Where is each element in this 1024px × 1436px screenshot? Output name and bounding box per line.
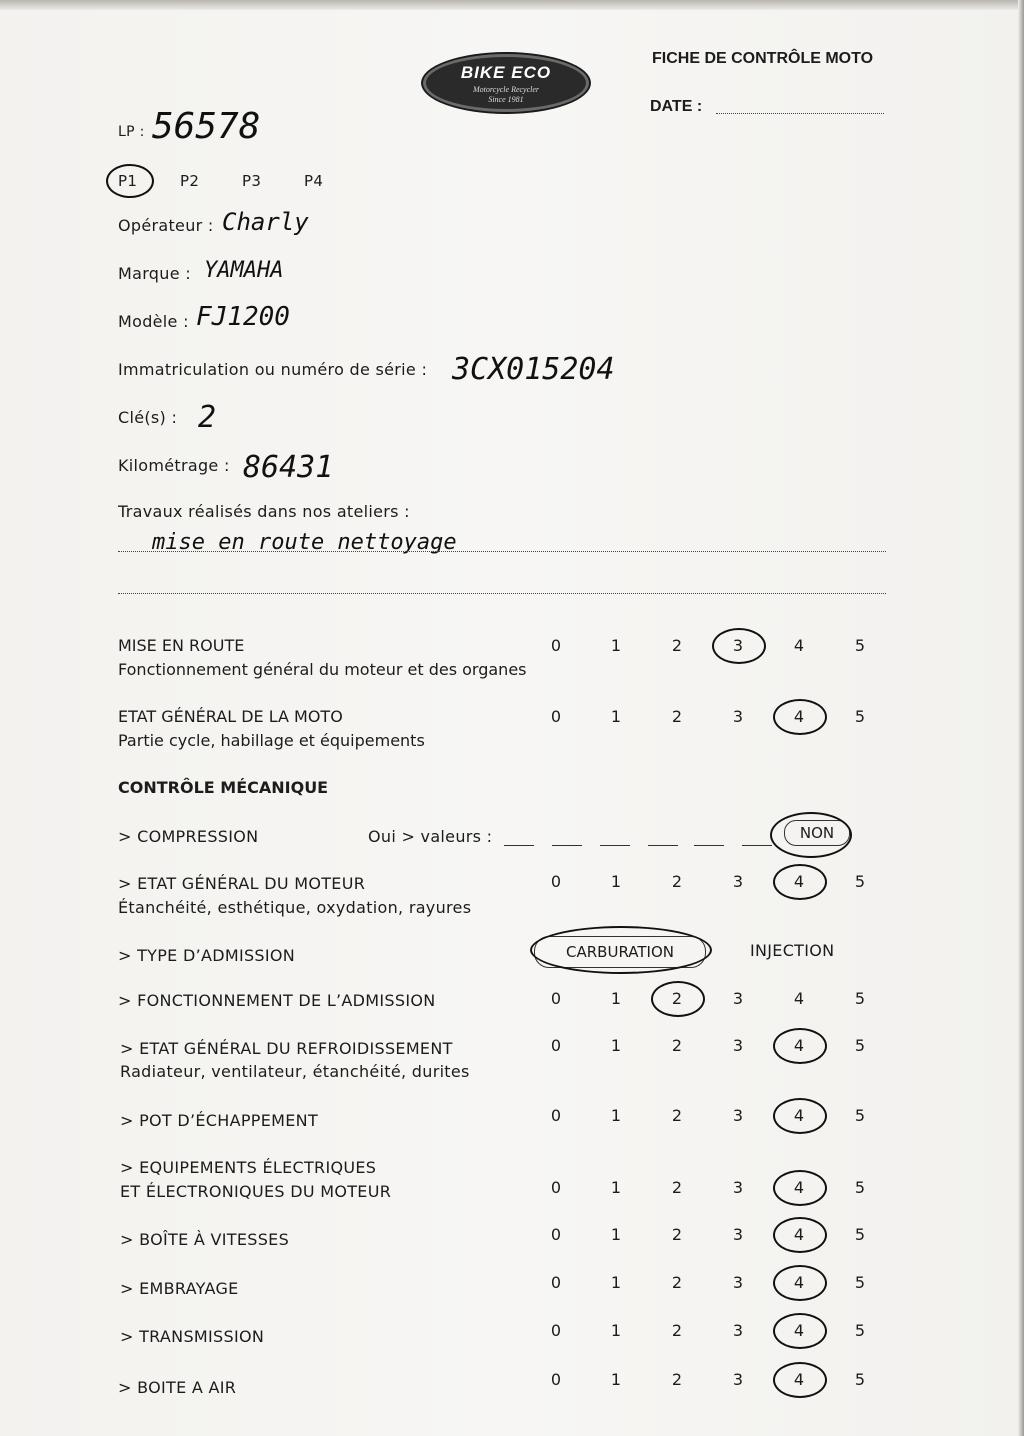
bike-eco-logo	[423, 54, 589, 112]
scale-exhaust-1[interactable]: 1	[610, 1106, 622, 1125]
cooling-subtitle: Radiateur, ventilateur, étanchéité, durites	[120, 1062, 470, 1081]
operator-label: Opérateur :	[118, 216, 214, 235]
scale-intake-function-0[interactable]: 0	[550, 989, 562, 1008]
rating-row-etat-general	[0, 707, 1024, 767]
scale-cooling-3[interactable]: 3	[732, 1036, 744, 1055]
registration-value[interactable]: 3CX015204	[452, 352, 615, 387]
compression-value-1[interactable]	[504, 844, 534, 846]
works-label: Travaux réalisés dans nos ateliers :	[118, 502, 410, 521]
scale-transmission-1[interactable]: 1	[610, 1321, 622, 1340]
scale-electrical-3[interactable]: 3	[732, 1178, 744, 1197]
brand-label: Marque :	[118, 264, 191, 283]
scale-electrical-1[interactable]: 1	[610, 1178, 622, 1197]
scale-exhaust-0[interactable]: 0	[550, 1106, 562, 1125]
rating-circle-cooling	[773, 1028, 827, 1064]
scale-transmission-0[interactable]: 0	[550, 1321, 562, 1340]
form-title: FICHE DE CONTRÔLE MOTO	[652, 50, 874, 67]
compression-value-3[interactable]	[600, 844, 630, 846]
scale-electrical-4[interactable]: 4	[793, 1178, 805, 1197]
scale-exhaust-3[interactable]: 3	[732, 1106, 744, 1125]
scale-exhaust-5[interactable]: 5	[854, 1106, 866, 1125]
compression-selected-circle	[770, 812, 852, 858]
scale-intake-function-2[interactable]: 2	[671, 989, 683, 1008]
transmission-label: > TRANSMISSION	[120, 1327, 265, 1346]
scale-mise-en-route-0[interactable]: 0	[550, 636, 562, 655]
keys-value[interactable]: 2	[198, 400, 217, 435]
scale-clutch-0[interactable]: 0	[550, 1273, 562, 1292]
intake-function-label: > FONCTIONNEMENT DE L’ADMISSION	[118, 991, 436, 1010]
scale-etat-general-0[interactable]: 0	[550, 707, 562, 726]
position-p2[interactable]: P2	[180, 172, 200, 190]
scale-transmission-4[interactable]: 4	[793, 1321, 805, 1340]
registration-label: Immatriculation ou numéro de série :	[118, 360, 428, 379]
clutch-label: > EMBRAYAGE	[120, 1279, 239, 1298]
position-p1[interactable]: P1	[118, 172, 138, 190]
scale-intake-function-1[interactable]: 1	[610, 989, 622, 1008]
scale-cooling-5[interactable]: 5	[854, 1036, 866, 1055]
engine-subtitle: Étanchéité, esthétique, oxydation, rayures	[118, 898, 472, 917]
rating-circle-etat-general	[773, 699, 827, 735]
rating-circle-mise-en-route	[712, 628, 766, 664]
row-subtitle: Fonctionnement général du moteur et des organes	[118, 660, 527, 679]
scale-airbox-5[interactable]: 5	[854, 1370, 866, 1389]
scale-cooling-4[interactable]: 4	[793, 1036, 805, 1055]
scale-transmission-5[interactable]: 5	[854, 1321, 866, 1340]
compression-no-option[interactable]: NON	[784, 820, 850, 846]
scale-electrical-5[interactable]: 5	[854, 1178, 866, 1197]
scale-gearbox-2[interactable]: 2	[671, 1225, 683, 1244]
gearbox-label: > BOÎTE À VITESSES	[120, 1230, 290, 1249]
scale-mise-en-route-3[interactable]: 3	[732, 636, 744, 655]
cooling-title: > ETAT GÉNÉRAL DU REFROIDISSEMENT	[120, 1039, 453, 1058]
scale-airbox-1[interactable]: 1	[610, 1370, 622, 1389]
scale-engine-4[interactable]: 4	[793, 872, 805, 891]
compression-value-6[interactable]	[742, 844, 772, 846]
scale-gearbox-4[interactable]: 4	[793, 1225, 805, 1244]
date-label: DATE :	[650, 98, 703, 115]
position-selected-circle	[106, 164, 154, 198]
scale-etat-general-2[interactable]: 2	[671, 707, 683, 726]
scale-gearbox-5[interactable]: 5	[854, 1225, 866, 1244]
scale-engine-1[interactable]: 1	[610, 872, 622, 891]
works-line-1	[118, 550, 886, 552]
rating-circle-airbox	[773, 1362, 827, 1398]
scale-mise-en-route-4[interactable]: 4	[793, 636, 805, 655]
compression-value-2[interactable]	[552, 844, 582, 846]
scale-cooling-2[interactable]: 2	[671, 1036, 683, 1055]
scale-exhaust-2[interactable]: 2	[671, 1106, 683, 1125]
model-label: Modèle :	[118, 312, 189, 331]
mileage-value[interactable]: 86431	[243, 450, 334, 485]
airbox-label: > BOITE A AIR	[118, 1378, 237, 1397]
scale-gearbox-0[interactable]: 0	[550, 1225, 562, 1244]
model-value[interactable]: FJ1200	[196, 302, 290, 332]
logo-brand: BIKE ECO	[460, 63, 552, 82]
row-subtitle: Partie cycle, habillage et équipements	[118, 731, 425, 750]
scale-engine-3[interactable]: 3	[732, 872, 744, 891]
scale-exhaust-4[interactable]: 4	[793, 1106, 805, 1125]
operator-value[interactable]: Charly	[222, 208, 309, 236]
scale-clutch-5[interactable]: 5	[854, 1273, 866, 1292]
scale-mise-en-route-5[interactable]: 5	[854, 636, 866, 655]
paper-top-edge	[0, 0, 1024, 10]
scale-transmission-2[interactable]: 2	[671, 1321, 683, 1340]
scale-electrical-0[interactable]: 0	[550, 1178, 562, 1197]
scale-mise-en-route-1[interactable]: 1	[610, 636, 622, 655]
electrical-line-1: > EQUIPEMENTS ÉLECTRIQUES	[120, 1158, 377, 1177]
rating-circle-exhaust	[773, 1098, 827, 1134]
scale-etat-general-4[interactable]: 4	[793, 707, 805, 726]
scale-intake-function-5[interactable]: 5	[854, 989, 866, 1008]
scale-clutch-1[interactable]: 1	[610, 1273, 622, 1292]
rating-circle-gearbox	[773, 1217, 827, 1253]
position-p3[interactable]: P3	[242, 172, 262, 190]
scale-engine-2[interactable]: 2	[671, 872, 683, 891]
date-field[interactable]	[716, 112, 884, 114]
scale-etat-general-5[interactable]: 5	[854, 707, 866, 726]
scale-clutch-4[interactable]: 4	[793, 1273, 805, 1292]
compression-value-4[interactable]	[648, 844, 678, 846]
compression-label: > COMPRESSION	[118, 827, 259, 846]
intake-selected-circle	[530, 926, 712, 974]
rating-circle-engine	[773, 864, 827, 900]
works-line-2[interactable]	[118, 592, 886, 594]
row-title: MISE EN ROUTE	[118, 636, 245, 655]
scale-engine-0[interactable]: 0	[550, 872, 562, 891]
compression-value-5[interactable]	[694, 844, 724, 846]
scale-gearbox-3[interactable]: 3	[732, 1225, 744, 1244]
scale-engine-5[interactable]: 5	[854, 872, 866, 891]
rating-circle-electrical	[773, 1170, 827, 1206]
lp-label: LP :	[118, 124, 145, 140]
scale-clutch-3[interactable]: 3	[732, 1273, 744, 1292]
works-value[interactable]: mise en route nettoyage	[152, 530, 457, 555]
position-p4[interactable]: P4	[304, 172, 324, 190]
logo-since: Since 1981	[488, 95, 524, 104]
scale-gearbox-1[interactable]: 1	[610, 1225, 622, 1244]
row-title: ETAT GÉNÉRAL DE LA MOTO	[118, 707, 343, 726]
electrical-line-2: ET ÉLECTRONIQUES DU MOTEUR	[120, 1182, 392, 1201]
scale-airbox-4[interactable]: 4	[793, 1370, 805, 1389]
scale-transmission-3[interactable]: 3	[732, 1321, 744, 1340]
exhaust-label: > POT D’ÉCHAPPEMENT	[120, 1111, 319, 1130]
scale-etat-general-3[interactable]: 3	[732, 707, 744, 726]
intake-injection-option[interactable]: INJECTION	[750, 941, 835, 960]
rating-row-mise-en-route	[0, 636, 1024, 696]
compression-yes-label: Oui > valeurs :	[368, 827, 493, 846]
intake-type-label: > TYPE D’ADMISSION	[118, 946, 296, 965]
scale-intake-function-4[interactable]: 4	[793, 989, 805, 1008]
scale-clutch-2[interactable]: 2	[671, 1273, 683, 1292]
scale-cooling-0[interactable]: 0	[550, 1036, 562, 1055]
scale-electrical-2[interactable]: 2	[671, 1178, 683, 1197]
logo-tagline: Motorcycle Recycler	[472, 85, 540, 94]
scale-etat-general-1[interactable]: 1	[610, 707, 622, 726]
section-title-mecanique: CONTRÔLE MÉCANIQUE	[118, 778, 329, 797]
intake-carburation-option[interactable]: CARBURATION	[534, 936, 706, 968]
brand-value[interactable]: YAMAHA	[204, 258, 284, 283]
lp-value[interactable]: 56578	[152, 106, 261, 147]
keys-label: Clé(s) :	[118, 408, 178, 427]
scale-airbox-3[interactable]: 3	[732, 1370, 744, 1389]
rating-circle-intake-function	[651, 981, 705, 1017]
scale-mise-en-route-2[interactable]: 2	[671, 636, 683, 655]
scale-airbox-0[interactable]: 0	[550, 1370, 562, 1389]
engine-title: > ETAT GÉNÉRAL DU MOTEUR	[118, 874, 366, 893]
scale-cooling-1[interactable]: 1	[610, 1036, 622, 1055]
scale-intake-function-3[interactable]: 3	[732, 989, 744, 1008]
rating-circle-transmission	[773, 1313, 827, 1349]
mileage-label: Kilométrage :	[118, 456, 230, 475]
rating-circle-clutch	[773, 1265, 827, 1301]
scale-airbox-2[interactable]: 2	[671, 1370, 683, 1389]
